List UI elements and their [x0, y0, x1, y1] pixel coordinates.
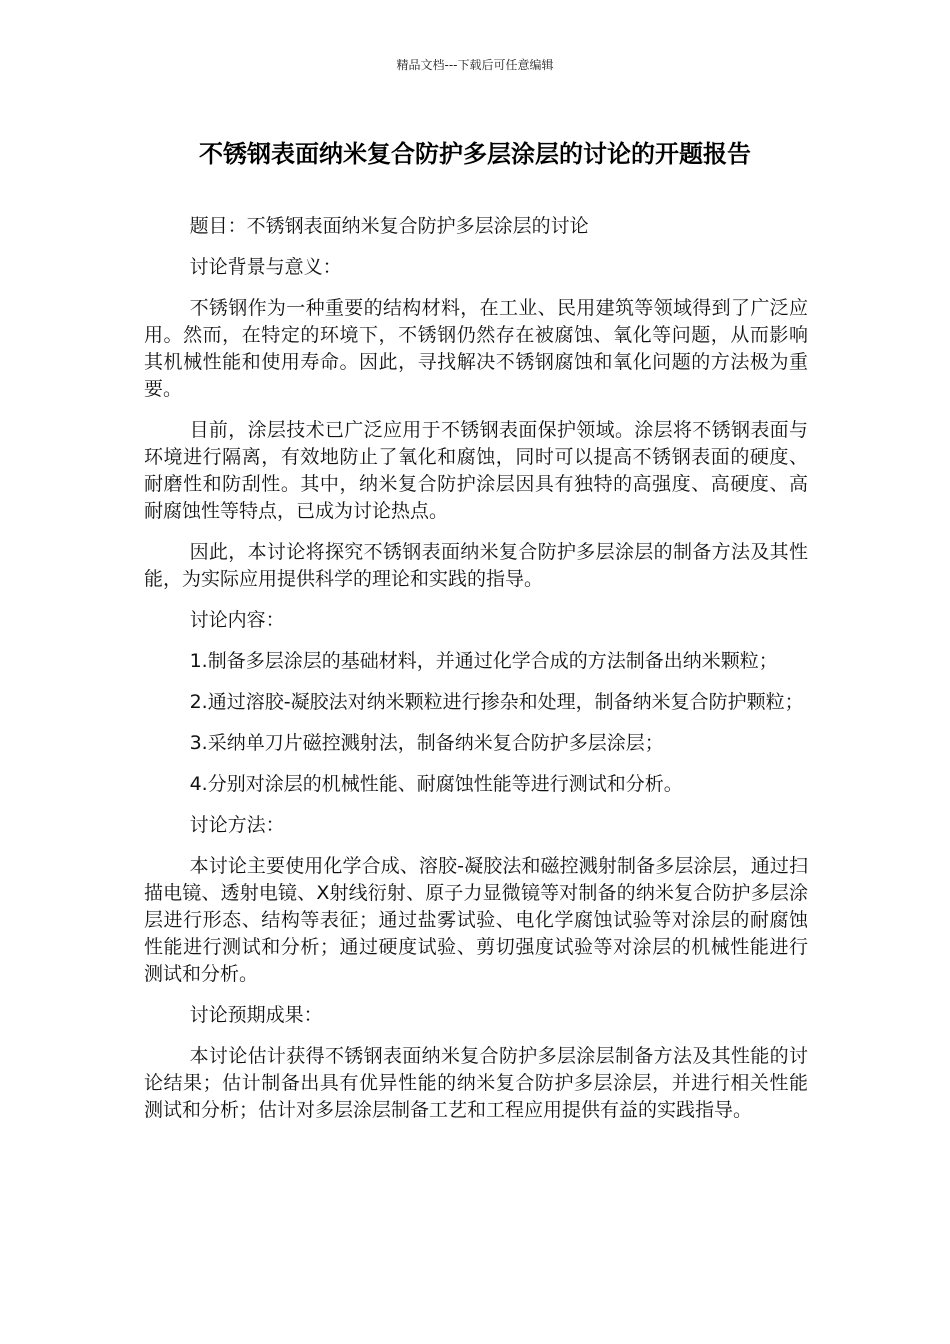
- section-heading-background: 讨论背景与意义：: [189, 256, 342, 278]
- document-title: 不锈钢表面纳米复合防护多层涂层的讨论的开题报告: [199, 140, 751, 168]
- body-paragraph: 目前，涂层技术已广泛应用于不锈钢表面保护领域。涂层将不锈钢表面与环境进行隔离，有效地防止了氧化和腐蚀，同时可以提高不锈钢表面的硬度、耐磨性和防刮性。其中，纳米复合防护涂层因具有独特的高强度、高硬度、高耐腐蚀性等特点，已成为讨论热点。: [144, 419, 808, 522]
- document-body: [144, 213, 808, 1138]
- body-paragraph: 不锈钢作为一种重要的结构材料，在工业、民用建筑等领域得到了广泛应用。然而，在特定的环境下，不锈钢仍然存在被腐蚀、氧化等问题，从而影响其机械性能和使用寿命。因此，寻找解决不锈钢腐蚀和氧化问题的方法极为重要。: [144, 297, 808, 400]
- page-header: 精品文档---下载后可任意编辑: [396, 58, 554, 72]
- list-item: 1.制备多层涂层的基础材料，并通过化学合成的方法制备出纳米颗粒；: [189, 650, 778, 672]
- section-heading-content: 讨论内容：: [189, 609, 285, 631]
- body-paragraph: 本讨论主要使用化学合成、溶胶-凝胶法和磁控溅射制备多层涂层，通过扫描电镜、透射电镜、X射线衍射、原子力显微镜等对制备的纳米复合防护多层涂层进行形态、结构等表征；通过盐雾试验、电化学腐蚀试验等对涂层的耐腐蚀性能进行测试和分析；通过硬度试验、剪切强度试验等对涂层的机械性能进行测试和分析。: [144, 855, 808, 985]
- list-item: 2.通过溶胶-凝胶法对纳米颗粒进行掺杂和处理，制备纳米复合防护颗粒；: [189, 691, 804, 713]
- list-item: 3.采纳单刀片磁控溅射法，制备纳米复合防护多层涂层；: [189, 732, 664, 754]
- body-paragraph: 本讨论估计获得不锈钢表面纳米复合防护多层涂层制备方法及其性能的讨论结果；估计制备出具有优异性能的纳米复合防护多层涂层，并进行相关性能测试和分析；估计对多层涂层制备工艺和工程应用提供有益的实践指导。: [144, 1045, 808, 1121]
- section-heading-outcome: 讨论预期成果：: [189, 1004, 323, 1026]
- body-paragraph: 因此，本讨论将探究不锈钢表面纳米复合防护多层涂层的制备方法及其性能，为实际应用提供科学的理论和实践的指导。: [144, 541, 808, 590]
- topic-line: 题目：不锈钢表面纳米复合防护多层涂层的讨论: [189, 215, 589, 237]
- list-item: 4.分别对涂层的机械性能、耐腐蚀性能等进行测试和分析。: [189, 773, 683, 795]
- section-heading-method: 讨论方法：: [189, 814, 285, 836]
